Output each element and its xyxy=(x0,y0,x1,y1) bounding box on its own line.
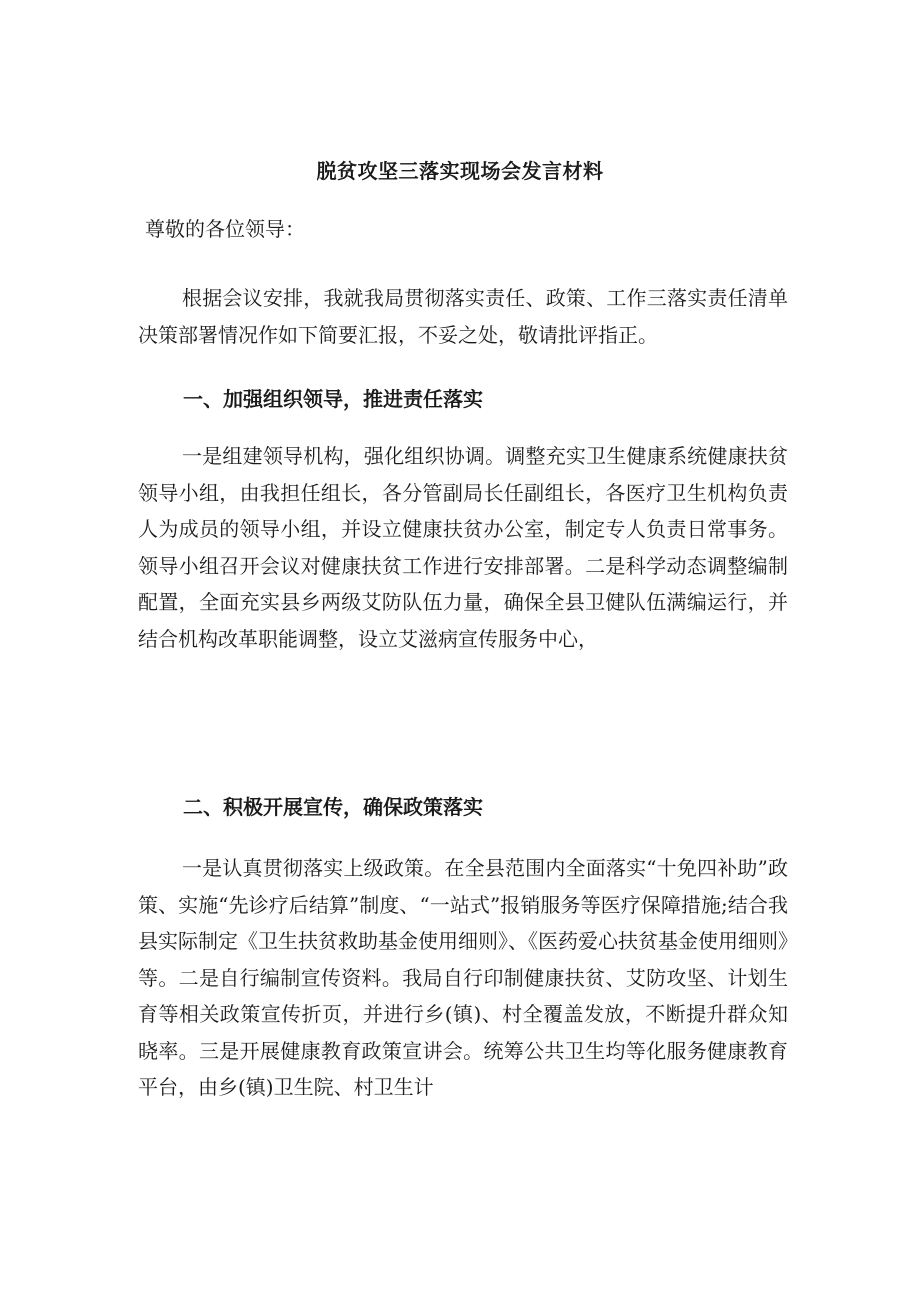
section-heading-1: 一、加强组织领导，推进责任落实 xyxy=(183,387,483,411)
intro-paragraph: 根据会议安排，我就我局贯彻落实责任、政策、工作三落实责任清单决策部署情况作如下简要汇报，不妥之处，敬请批评指正。 xyxy=(138,286,788,347)
section-2-paragraph: 一是认真贯彻落实上级政策。在全县范围内全面落实“十免四补助”政策、实施“先诊疗后结算”制度、“一站式”报销服务等医疗保障措施;结合我县实际制定《卫生扶贫救助基金使用细则》、《医药爱心扶贫基金使用细则》等。二是自行编制宣传资料。我局自行印制健康扶贫、艾防攻坚、计划生育等相关政策宣传折页，并进行乡(镇)、村全覆盖发放，不断提升群众知晓率。三是开展健康教育政策宣讲会。统筹公共卫生均等化服务健康教育平台，由乡(镇)卫生院、村卫生计 xyxy=(138,856,788,1099)
section-1-paragraph: 一是组建领导机构，强化组织协调。调整充实卫生健康系统健康扶贫领导小组，由我担任组长，各分管副局长任副组长，各医疗卫生机构负责人为成员的领导小组，并设立健康扶贫办公室，制定专人负责日常事务。领导小组召开会议对健康扶贫工作进行安排部署。二是科学动态调整编制配置，全面充实县乡两级艾防队伍力量，确保全县卫健队伍满编运行，并结合机构改革职能调整，设立艾滋病宣传服务中心， xyxy=(138,444,788,651)
salutation: 尊敬的各位领导： xyxy=(145,217,305,241)
document-title: 脱贫攻坚三落实现场会发言材料 xyxy=(316,159,604,183)
section-heading-2: 二、积极开展宣传，确保政策落实 xyxy=(183,795,483,819)
